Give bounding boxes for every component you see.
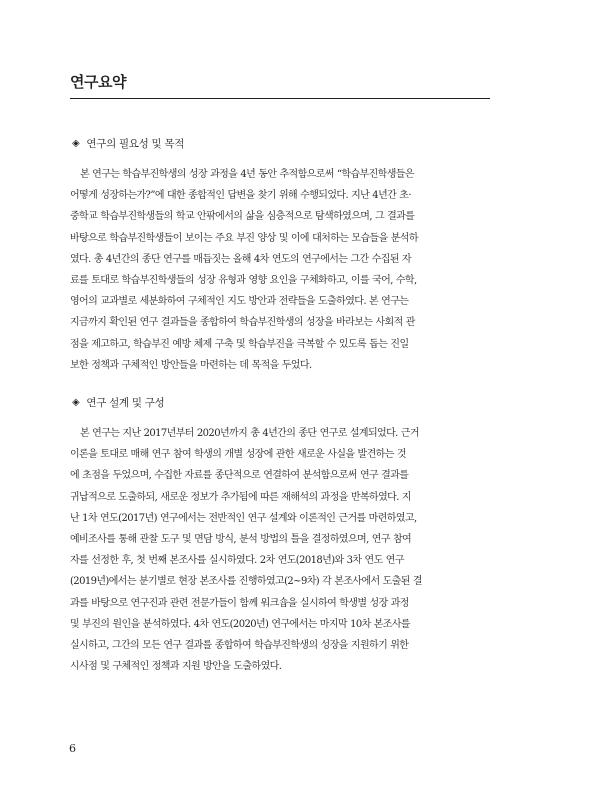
section-design bbox=[70, 393, 493, 677]
section-paragraph bbox=[70, 423, 493, 677]
paragraph-line: 점을 제고하고, 학습부진 예방 체제 구축 및 학습부진을 극복할 수 있도록 돕는 진일 bbox=[70, 338, 409, 350]
paragraph-line: 시사점 및 구체적인 정책과 지원 방안을 도출하였다. bbox=[70, 661, 282, 673]
diamond-bullet-icon: ◈ bbox=[72, 396, 80, 408]
paragraph-line: 어떻게 성장하는가?”에 대한 종합적인 답변을 찾기 위해 수행되었다. 지난 4년간 초· bbox=[70, 190, 411, 202]
paragraph-line: 난 1차 연도(2017년) 연구에서는 전반적인 연구 설계와 이론적인 근거를 마련하였고, bbox=[70, 512, 417, 524]
paragraph-line: 료를 토대로 학습부진학생들의 성장 유형과 영향 요인을 구체화하고, 이를 국어, 수학, bbox=[70, 275, 417, 287]
paragraph-line: 본 연구는 지난 2017년부터 2020년까지 총 4년간의 종단 연구로 설계되었다. 근거 bbox=[80, 428, 419, 439]
paragraph-line: 영어의 교과별로 세분화하여 구체적인 지도 방안과 전략들을 도출하였다. 본 연구는 bbox=[70, 296, 409, 308]
section-paragraph bbox=[70, 164, 493, 376]
paragraph-line: 보한 정책과 구체적인 방안들을 마련하는 데 목적을 두었다. bbox=[70, 359, 312, 371]
section-heading bbox=[72, 393, 493, 411]
diamond-bullet-icon: ◈ bbox=[72, 137, 80, 149]
section-heading bbox=[72, 134, 493, 152]
page-title: 연구요약 bbox=[70, 73, 126, 91]
paragraph-line: 본 연구는 학습부진학생의 성장 과정을 4년 동안 추적함으로써 “학습부진학생들은 bbox=[80, 169, 414, 180]
paragraph-line: 에 초점을 두었으며, 수집한 자료를 종단적으로 연결하여 분석함으로써 연구 결과를 bbox=[70, 470, 409, 482]
paragraph-line: 바탕으로 학습부진학생들이 보이는 주요 부진 양상 및 이에 대처하는 모습들을 분석하 bbox=[70, 232, 418, 244]
section-heading-text: 연구의 필요성 및 목적 bbox=[86, 137, 185, 150]
paragraph-line: 자를 선정한 후, 첫 번째 본조사를 실시하였다. 2차 연도(2018년)와 3차 연도 연구 bbox=[70, 555, 404, 567]
paragraph-line: 및 부진의 원인을 분석하였다. 4차 연도(2020년) 연구에서는 마지막 10차 본조사를 bbox=[70, 618, 410, 630]
paragraph-line: 이론을 토대로 매해 연구 참여 학생의 개별 성장에 관한 새로운 사실을 발견하는 것 bbox=[70, 449, 406, 461]
paragraph-line: 예비조사를 통해 관찰 도구 및 면담 방식, 분석 방법의 틀을 결정하였으며, 연구 참여 bbox=[70, 534, 412, 546]
paragraph-line: 귀납적으로 도출하되, 새로운 정보가 추가됨에 따른 재해석의 과정을 반복하였다. 지 bbox=[70, 491, 411, 503]
paragraph-line: 지금까지 확인된 연구 결과들을 종합하여 학습부진학생의 성장을 바라보는 사회적 관 bbox=[70, 317, 415, 329]
page-number: 6 bbox=[69, 742, 76, 755]
paragraph-line: (2019년)에서는 분기별로 현장 본조사를 진행하였고(2~9차) 각 본조사에서 도출된 결 bbox=[70, 576, 422, 588]
title-divider bbox=[70, 98, 490, 99]
section-purpose bbox=[70, 134, 493, 376]
paragraph-line: 과를 바탕으로 연구진과 관련 전문가들이 함께 워크숍을 실시하여 학생별 성장 과정 bbox=[70, 597, 409, 609]
paragraph-line: 실시하고, 그간의 모든 연구 결과를 종합하여 학습부진학생의 성장을 지원하기 위한 bbox=[70, 640, 409, 652]
paragraph-line: 중학교 학습부진학생들의 학교 안팎에서의 삶을 심층적으로 탐색하였으며, 그 결과를 bbox=[70, 211, 415, 223]
section-heading-text: 연구 설계 및 구성 bbox=[86, 396, 165, 409]
paragraph-line: 였다. 총 4년간의 종단 연구를 매듭짓는 올해 4차 연도의 연구에서는 그간 수집된 자 bbox=[70, 253, 411, 265]
